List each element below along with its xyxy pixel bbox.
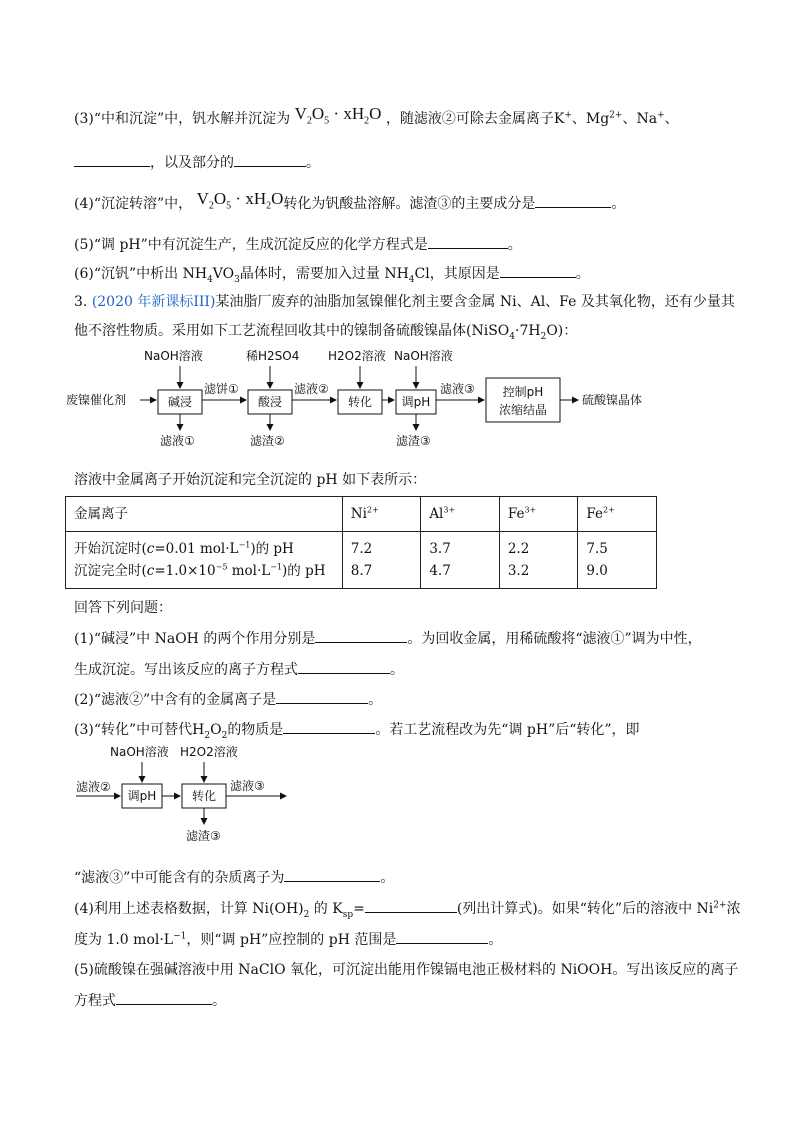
- flow2-byproduct: 滤渣③: [186, 829, 221, 843]
- ion-charge: 2+: [609, 110, 623, 121]
- process-flow-diagram: [66, 348, 666, 448]
- problem3-text: 某油脂厂废弃的油脂加氢镍催化剂主要含金属 Ni、Al、Fe 及其氧化物，还有少量其: [215, 294, 735, 310]
- answer-blank[interactable]: [298, 659, 390, 674]
- table-cell: [578, 532, 657, 589]
- label-text: )的 pH: [250, 541, 294, 557]
- problem-source-link[interactable]: (2020 年新课标III): [91, 294, 216, 310]
- table-row: [66, 532, 657, 589]
- answer-blank[interactable]: [284, 867, 380, 882]
- problem3-line1: [74, 292, 735, 312]
- subscript: 2: [221, 730, 228, 741]
- label-text: 沉淀完全时(: [74, 563, 147, 579]
- label-text: =0.01 mol·L: [154, 541, 239, 557]
- sub3-text: O: [210, 722, 222, 738]
- q3-line2-text: ，以及部分的: [150, 155, 234, 171]
- table-header-ion: [578, 497, 657, 532]
- subscript: 2: [204, 730, 211, 741]
- flow-intermediate-filtrate2: 滤液②: [294, 382, 329, 396]
- flow-intermediate-cake: 滤饼①: [204, 382, 239, 396]
- sub4-text: (列出计算式)。如果“转化”后的溶液中 Ni: [456, 901, 714, 917]
- subscript: sp: [342, 909, 354, 920]
- ph-start-value: 2.2: [507, 541, 530, 557]
- q5-end: 。: [507, 237, 522, 253]
- vanadium-oxide-formula: $V_2O_5 \cdot xH_2O$: [196, 189, 284, 212]
- superscript: 2+: [713, 900, 727, 911]
- sub1-text: 。: [390, 662, 404, 678]
- sub5-line2: [74, 990, 226, 1011]
- subscript: 2: [540, 331, 547, 342]
- sub4-line2: [74, 929, 502, 950]
- label-sup: −5: [215, 562, 228, 572]
- q5-line: [74, 234, 522, 255]
- sub3-text: 的物质是: [227, 722, 284, 738]
- problem3-text: ·7H: [515, 323, 541, 339]
- q6-line: [74, 263, 590, 284]
- flow-feed: 废镍催化剂: [66, 393, 127, 407]
- q6-end: 。: [575, 266, 590, 282]
- flow-product: 硫酸镍晶体: [582, 393, 643, 407]
- table-header-ion: [421, 497, 500, 532]
- sub3-text: 。若工艺流程改为先“调 pH”后“转化”，即: [375, 722, 640, 738]
- row-label-start: [74, 538, 334, 560]
- q3-suffix: ，随滤液②可除去金属离子K: [385, 111, 565, 127]
- ion-symbol: Al: [429, 506, 444, 522]
- q3-line2: [74, 152, 320, 173]
- ph-start-value: 7.5: [586, 541, 608, 557]
- sub1-line1: [74, 628, 702, 649]
- ph-complete-value: 4.7: [429, 563, 451, 579]
- sub4-text: (4)利用上述表格数据，计算 Ni(OH): [74, 901, 304, 917]
- ion-symbol: Ni: [350, 506, 367, 522]
- table-cell: [499, 532, 578, 589]
- flow2-reagent-h2o2: H2O2溶液: [180, 745, 238, 759]
- answer-blank[interactable]: [234, 152, 306, 167]
- flow-reagent-naoh: NaOH溶液: [144, 349, 203, 363]
- answer-blank[interactable]: [283, 719, 375, 734]
- sub3-text: (3)“转化”中可替代H: [74, 722, 205, 738]
- ion-charge: 3+: [443, 505, 456, 515]
- flow-reagent-h2o2: H2O2溶液: [328, 349, 386, 363]
- vanadium-oxide-formula: $V_2O_5 \cdot xH_2O$: [294, 104, 382, 127]
- q6-prefix: (6)“沉钒”中析出 NH: [74, 266, 208, 282]
- q3-prefix: (3)“中和沉淀”中，钒水解并沉淀为: [74, 111, 291, 127]
- sub3-after-end: 。: [380, 870, 395, 886]
- answer-blank[interactable]: [276, 689, 368, 704]
- flow-reagent-h2so4: 稀H2SO4: [246, 349, 300, 363]
- sub2-end: 。: [368, 692, 383, 708]
- sub4-text: 度为 1.0 mol·L: [74, 932, 174, 948]
- flow2-output: 滤液③: [230, 779, 265, 793]
- sub5-text: 方程式: [74, 993, 116, 1009]
- answer-blank[interactable]: [535, 193, 611, 208]
- flow-step-crystallize: 浓缩结晶: [498, 403, 548, 417]
- q4-suffix: 转化为钒酸盐溶解。滤渣③的主要成分是: [283, 196, 536, 212]
- q5-text: (5)“调 pH”中有沉淀生产，生成沉淀反应的化学方程式是: [74, 237, 428, 253]
- q6-text: Cl，其原因是: [414, 266, 500, 282]
- flow-step-convert: 转化: [347, 395, 373, 409]
- table-row-labels: [66, 532, 343, 589]
- sub1-text: 。为回收金属，用稀硫酸将“滤液①”调为中性，: [407, 631, 702, 647]
- q4-line: [74, 189, 626, 214]
- q6-text: VO: [212, 266, 235, 282]
- q4-end: 。: [611, 196, 626, 212]
- sub5-end: 。: [212, 993, 226, 1009]
- label-var: c: [146, 541, 155, 557]
- subscript: 4: [207, 274, 213, 285]
- answer-blank[interactable]: [116, 990, 212, 1005]
- flow-step-control-ph: 控制pH: [502, 385, 544, 399]
- table-header-ion: [342, 497, 421, 532]
- subscript: 2: [303, 909, 310, 920]
- answer-blank[interactable]: [428, 234, 508, 249]
- table-header-label: 金属离子: [66, 497, 343, 532]
- sub5-line1: (5)硫酸镍在强碱溶液中用 NaClO 氧化，可沉淀出能用作镍镉电池正极材料的 NiOOH。写出该反应的离子: [74, 962, 739, 978]
- sub4-text: ，则“调 pH”应控制的 pH 范围是: [186, 932, 397, 948]
- answer-blank[interactable]: [315, 628, 407, 643]
- ion-symbol: Fe: [507, 506, 525, 522]
- ion-symbol: Fe: [586, 506, 604, 522]
- q4-prefix: (4)“沉淀转溶”中，: [74, 196, 193, 212]
- sub4-text: 。: [488, 932, 503, 948]
- flow-step-adjust-ph: 调pH: [401, 395, 431, 409]
- sub4-text: 的 K: [309, 901, 343, 917]
- sub3-line: [74, 719, 640, 740]
- flow2-step-convert: 转化: [191, 789, 217, 803]
- ion-charge: +: [564, 110, 572, 121]
- superscript: −1: [173, 931, 187, 942]
- flow2-step-adjust-ph: 调pH: [127, 789, 157, 803]
- problem3-text: O)：: [546, 323, 578, 339]
- subscript: 4: [408, 274, 415, 285]
- label-sup: −1: [270, 562, 283, 572]
- ion-charge: 3+: [524, 505, 537, 515]
- ion-charge: 2+: [603, 505, 615, 515]
- sub1-text: (1)“碱浸”中 NaOH 的两个作用分别是: [74, 631, 316, 647]
- table-header-ion: [499, 497, 578, 532]
- sub3-after-line: [74, 867, 394, 888]
- sub3-after-text: “滤液③”中可能含有的杂质离子为: [74, 870, 285, 886]
- sub1-line2: [74, 659, 404, 680]
- sub1-text: 生成沉淀。写出该反应的离子方程式: [74, 662, 298, 678]
- answer-blank[interactable]: [396, 929, 488, 944]
- ph-table: [65, 496, 657, 589]
- table-cell: [421, 532, 500, 589]
- q6-text: 晶体时，需要加入过量 NH: [239, 266, 409, 282]
- ph-complete-value: 8.7: [350, 563, 373, 579]
- q3-line2-end: 。: [306, 155, 320, 171]
- q3-line1: [74, 104, 679, 129]
- flow2-feed: 滤液②: [76, 780, 111, 794]
- ph-start-value: 7.2: [350, 541, 373, 557]
- sub4-text: 浓: [726, 901, 741, 917]
- flow-reagent-naoh2: NaOH溶液: [394, 349, 453, 363]
- ph-complete-value: 3.2: [507, 563, 530, 579]
- sub4-text: =: [353, 901, 365, 917]
- sub4-line1: [74, 898, 741, 919]
- problem3-line2: [74, 321, 577, 341]
- alternate-flow-diagram: [76, 744, 316, 844]
- ph-complete-value: 9.0: [586, 563, 608, 579]
- label-text: 开始沉淀时(: [74, 541, 147, 557]
- row-label-complete: [74, 560, 334, 582]
- table-intro: 溶液中金属离子开始沉淀和完全沉淀的 pH 如下表所示：: [74, 472, 427, 488]
- subscript: 3: [234, 274, 240, 285]
- flow-byproduct-residue3: 滤渣③: [396, 434, 431, 448]
- flow-step-alkali: 碱浸: [167, 395, 193, 409]
- label-text: =1.0×10: [154, 563, 216, 579]
- sub2-line: [74, 689, 382, 710]
- answer-prompt: 回答下列问题：: [74, 600, 172, 616]
- table-cell: [342, 532, 421, 589]
- label-text: )的 pH: [282, 563, 326, 579]
- q3-sep: 、Na: [622, 111, 658, 127]
- sub2-text: (2)“滤液②”中含有的金属离子是: [74, 692, 277, 708]
- subscript: 4: [509, 331, 515, 342]
- flow-step-acid: 酸浸: [257, 395, 283, 409]
- label-sup: −1: [238, 540, 251, 550]
- answer-blank[interactable]: [365, 898, 457, 913]
- answer-blank[interactable]: [500, 263, 576, 278]
- ion-charge: +: [657, 110, 665, 121]
- q3-sep: 、Mg: [571, 111, 610, 127]
- answer-blank[interactable]: [74, 152, 150, 167]
- label-text: mol·L: [227, 563, 271, 579]
- flow-intermediate-filtrate3: 滤液③: [440, 382, 475, 396]
- problem3-text: 他不溶性物质。采用如下工艺流程回收其中的镍制备硫酸镍晶体(NiSO: [74, 323, 510, 339]
- ph-start-value: 3.7: [429, 541, 451, 557]
- flow2-reagent-naoh: NaOH溶液: [110, 745, 169, 759]
- flow-byproduct-residue2: 滤渣②: [250, 434, 285, 448]
- q3-end: 、: [664, 111, 679, 127]
- table-row: [66, 497, 657, 532]
- problem-number: 3.: [74, 294, 88, 310]
- label-var: c: [146, 563, 155, 579]
- flow-byproduct-filtrate1: 滤液①: [160, 434, 195, 448]
- ion-charge: 2+: [366, 505, 379, 515]
